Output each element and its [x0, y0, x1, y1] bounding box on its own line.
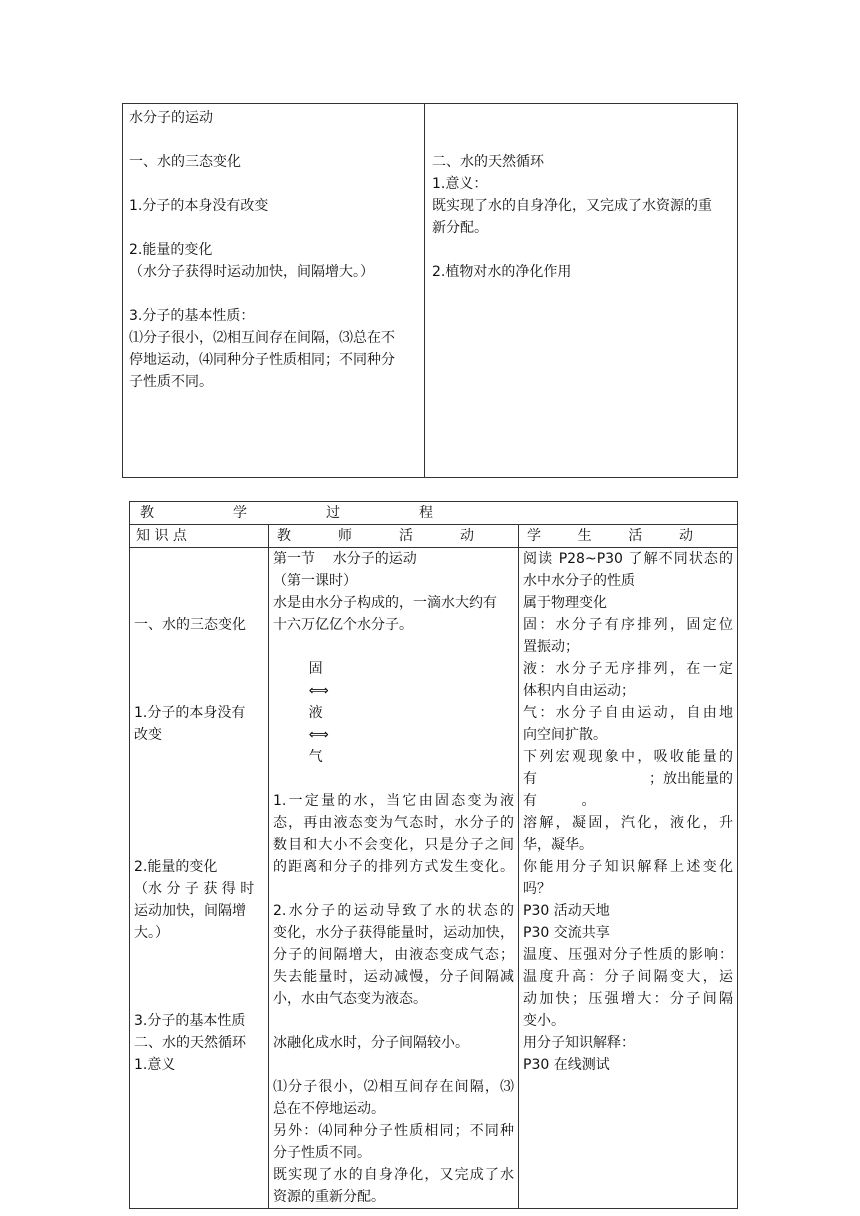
knowledge-line	[134, 658, 264, 680]
teacher-header-char: 动	[460, 528, 474, 544]
board-line	[129, 173, 418, 195]
fill-blank-line: 有 。	[523, 793, 596, 809]
student-header-char: 动	[679, 528, 694, 544]
board-right-column	[425, 104, 737, 477]
knowledge-line: （水 分 子 获 得 时	[134, 881, 255, 897]
title-char: 教	[140, 505, 154, 521]
knowledge-line	[134, 592, 264, 614]
board-line: 停地运动，⑷同种分子性质相同；不同种分	[129, 352, 395, 368]
teacher-line: 小，水由气态变为液态。	[273, 991, 427, 1007]
double-arrow-icon: ⟺	[308, 727, 329, 743]
knowledge-line	[134, 636, 264, 658]
student-header-char: 生	[577, 528, 592, 544]
board-line: 二、水的天然循环	[432, 154, 544, 170]
knowledge-line	[134, 834, 264, 856]
fill-blank-prefix: 有	[523, 771, 537, 787]
teacher-line: 另外：⑷同种分子性质相同；不同种	[273, 1123, 514, 1139]
board-line	[129, 283, 418, 305]
board-line: 3.分子的基本性质：	[129, 308, 255, 324]
header-row	[130, 525, 738, 548]
teacher-line: 2.水分子的运动导致了水的状态的	[273, 903, 514, 919]
board-line: 1.分子的本身没有改变	[129, 198, 269, 214]
board-line: 子性质不同。	[129, 374, 213, 390]
teacher-line: 冰融化成水时，分子间隔较小。	[273, 1035, 469, 1051]
student-line: 溶解，凝固，汽化，液化，升	[523, 815, 734, 831]
teacher-header-char: 教	[277, 528, 291, 544]
knowledge-line	[134, 746, 264, 768]
board-line: 既实现了水的自身净化，又完成了水资源的重	[432, 198, 712, 214]
title-char: 过	[326, 505, 340, 521]
teacher-line: 总在不停地运动。	[273, 1101, 385, 1117]
knowledge-line: 大。）	[134, 925, 169, 941]
title-char: 学	[233, 505, 247, 521]
knowledge-column	[130, 548, 269, 1209]
teacher-line	[273, 878, 514, 900]
state-liquid: 液	[308, 705, 323, 721]
knowledge-header-label: 知 识 点	[136, 528, 187, 544]
knowledge-line	[134, 988, 264, 1010]
teacher-line: 的距离和分子的排列方式发生变化。	[273, 859, 514, 875]
state-gas: 气	[308, 749, 323, 765]
board-summary-table	[122, 103, 738, 478]
teacher-line: 失去能量时，运动减慢，分子间隔减	[273, 969, 514, 985]
student-line: 动加快；压强增大：分子间隔	[523, 991, 734, 1007]
board-line: （水分子获得时运动加快，间隔增大。）	[129, 264, 374, 280]
lesson-title: 第一节 水分子的运动	[273, 551, 417, 567]
knowledge-line: 1.分子的本身没有	[134, 705, 246, 721]
content-row	[130, 548, 738, 1209]
process-title-cell	[130, 502, 738, 525]
student-header-char: 学	[527, 528, 541, 544]
teacher-line: 变化，水分子获得能量时，运动加快，	[273, 925, 514, 941]
student-line: 下列宏观现象中，吸收能量的	[523, 749, 734, 765]
board-line	[432, 129, 731, 151]
student-line: 气：水分子自由运动，自由地	[523, 705, 734, 721]
knowledge-line: 运动加快，间隔增	[134, 903, 246, 919]
student-line: P30 交流共享	[523, 925, 610, 941]
board-line: 一、水的三态变化	[129, 154, 241, 170]
knowledge-line: 改变	[134, 727, 162, 743]
teacher-header	[269, 525, 519, 548]
student-line: P30 活动天地	[523, 903, 610, 919]
board-line: 1.意义：	[432, 176, 488, 192]
board-line	[432, 239, 731, 261]
student-line: 置振动；	[523, 639, 579, 655]
knowledge-line	[134, 680, 264, 702]
teacher-line: 水是由水分子构成的，一滴水大约有	[273, 595, 497, 611]
student-line: 阅读 P28~P30 了解不同状态的	[523, 551, 734, 567]
knowledge-header	[130, 525, 269, 548]
student-header	[519, 525, 738, 548]
board-line: ⑴分子很小，⑵相互间存在间隔，⑶总在不	[129, 330, 395, 346]
board-line: 2.能量的变化	[129, 242, 213, 258]
fill-blank-line	[523, 768, 733, 790]
knowledge-line	[134, 548, 264, 570]
knowledge-line	[134, 812, 264, 834]
student-line: 液：水分子无序排列，在一定	[523, 661, 734, 677]
student-header-char: 活	[628, 528, 643, 544]
knowledge-line: 1.意义	[134, 1057, 176, 1073]
teacher-line: ⑴分子很小，⑵相互间存在间隔，⑶	[273, 1079, 514, 1095]
title-char: 程	[419, 505, 433, 521]
knowledge-line: 一、水的三态变化	[134, 617, 246, 633]
knowledge-line	[134, 570, 264, 592]
student-line: 用分子知识解释：	[523, 1035, 635, 1051]
student-line: 属于物理变化	[523, 595, 607, 611]
student-line: 水中水分子的性质	[523, 573, 635, 589]
student-line: 吗？	[523, 881, 551, 897]
teacher-column	[269, 548, 519, 1209]
board-line	[432, 107, 731, 129]
teacher-line: 资源的重新分配。	[273, 1189, 385, 1205]
student-line: 温度、压强对分子性质的影响：	[523, 947, 734, 963]
state-change-line	[273, 636, 514, 790]
teacher-line: 态，再由液态变为气态时，水分子的	[273, 815, 514, 831]
board-line	[129, 129, 418, 151]
teacher-line: 十六万亿亿个水分子。	[273, 617, 413, 633]
student-line: 固：水分子有序排列，固定位	[523, 617, 734, 633]
student-column	[519, 548, 738, 1209]
teacher-line: 分子性质不同。	[273, 1145, 371, 1161]
fill-blank-suffix: ；放出能量的	[649, 771, 734, 787]
knowledge-line	[134, 966, 264, 988]
board-line: 2.植物对水的净化作用	[432, 264, 572, 280]
knowledge-line: 2.能量的变化	[134, 859, 218, 875]
student-line: 你能用分子知识解释上述变化	[523, 859, 734, 875]
student-line: 温度升高：分子间隔变大，运	[523, 969, 734, 985]
knowledge-line	[134, 944, 264, 966]
knowledge-line	[134, 790, 264, 812]
student-line: P30 在线测试	[523, 1057, 610, 1073]
teacher-line: 既实现了水的自身净化，又完成了水	[273, 1167, 514, 1183]
teacher-line: 1.一定量的水，当它由固态变为液	[273, 793, 514, 809]
state-solid: 固	[308, 661, 323, 677]
teacher-line	[273, 1054, 514, 1076]
student-line: 向空间扩散。	[523, 727, 607, 743]
board-left-column	[123, 104, 425, 477]
knowledge-line: 3.分子的基本性质	[134, 1013, 246, 1029]
teacher-line	[273, 1010, 514, 1032]
knowledge-line	[134, 768, 264, 790]
board-line: 水分子的运动	[129, 110, 213, 126]
lesson-period: （第一课时）	[273, 573, 357, 589]
teacher-line: 分子的间隔增大，由液态变成气态；	[273, 947, 514, 963]
board-line: 新分配。	[432, 220, 488, 236]
teaching-process-table	[129, 501, 738, 1209]
teacher-line: 数目和大小不会变化，只是分子之间	[273, 837, 514, 853]
student-line: 华，凝华。	[523, 837, 593, 853]
double-arrow-icon: ⟺	[308, 683, 329, 699]
knowledge-line: 二、水的天然循环	[134, 1035, 246, 1051]
student-line: 体积内自由运动；	[523, 683, 635, 699]
teacher-header-char: 活	[399, 528, 413, 544]
student-line: 变小。	[523, 1013, 565, 1029]
teacher-header-char: 师	[338, 528, 352, 544]
board-line	[129, 217, 418, 239]
title-row	[130, 502, 738, 525]
